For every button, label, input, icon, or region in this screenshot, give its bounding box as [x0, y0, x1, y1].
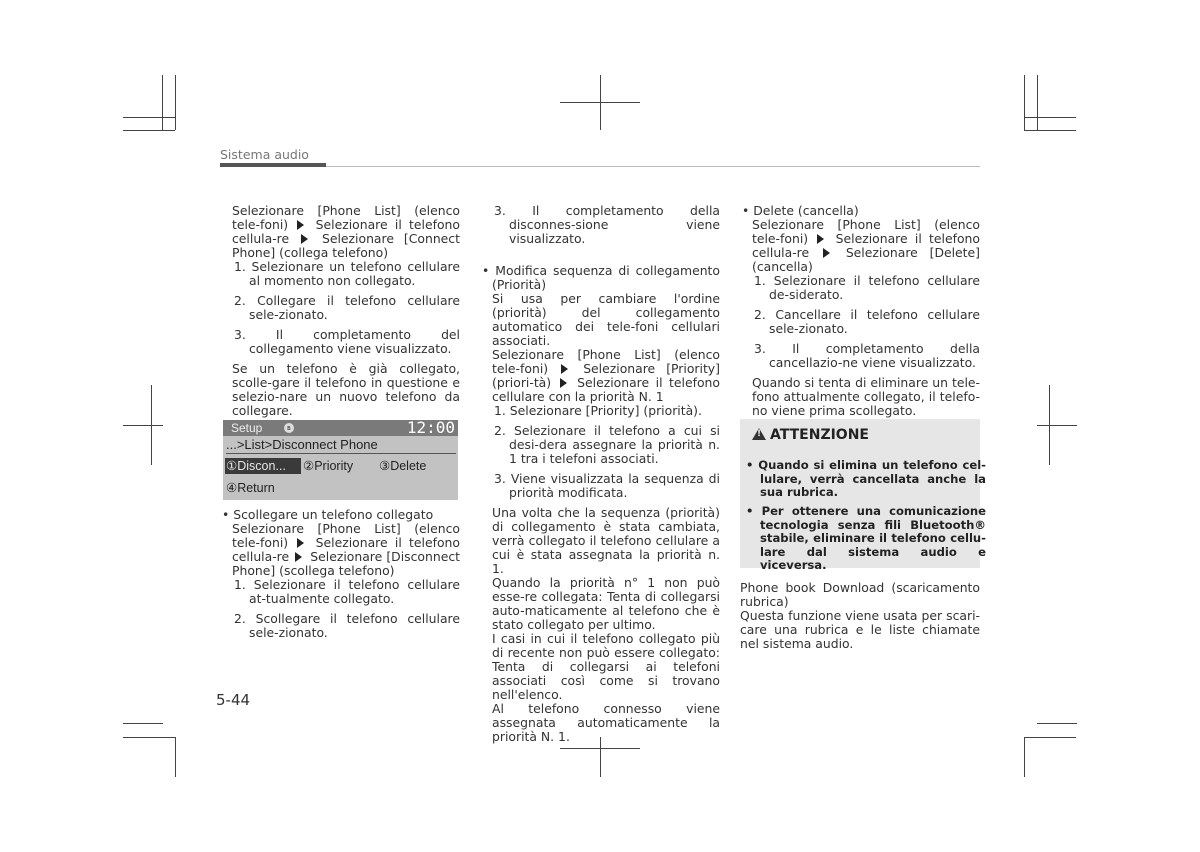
body-paragraph: Quando la priorità n° 1 non può esse-re collegata: Tenta di collegarsi auto-maticamente al telefono che è stato collegato per ultimo.: [492, 575, 720, 632]
delete-heading: • Delete (cancella): [742, 203, 859, 218]
priority-heading: • Modifica sequenza di collegamento (Priorità): [482, 263, 720, 292]
phonebook-heading: Phone book Download (scaricamento rubrica): [740, 580, 980, 609]
instruction-text: Selezionare [Phone List] (elenco tele-foni): [492, 347, 720, 376]
screen-breadcrumb: ...>List>Disconnect Phone: [226, 437, 378, 452]
bluetooth-icon: ʙ: [284, 423, 294, 433]
warning-title-text: ATTENZIONE: [770, 427, 869, 443]
disconnect-option[interactable]: ①Discon...: [225, 458, 301, 474]
priority-option[interactable]: ②Priority: [303, 459, 354, 473]
warning-item: • Per ottenere una comunicazione tecnologia senza fili Bluetooth® stabile, eliminare il telefono cellu-lare dal sistema audio e viceversa.: [746, 504, 986, 573]
arrow-right-icon: [297, 220, 304, 230]
screen-title: Setup: [231, 421, 263, 435]
column-right: [742, 204, 980, 418]
arrow-right-icon: [297, 538, 304, 548]
instruction-text: Selezionare il telefono cellulare con la priorità N. 1: [492, 375, 720, 404]
step-item: 2. Scollegare il telefono cellulare sele-zionato.: [234, 611, 460, 640]
instruction-text: Selezionare [Disconnect Phone] (scollega telefono): [232, 549, 460, 578]
instruction-text: Selezionare [Connect Phone] (collega telefono): [232, 231, 460, 260]
disconnect-heading: • Scollegare un telefono collegato: [222, 507, 434, 522]
arrow-right-icon: [301, 234, 308, 244]
screen-clock: 12:00: [406, 418, 455, 437]
arrow-right-icon: [560, 378, 567, 388]
return-option[interactable]: ④Return: [226, 481, 275, 495]
body-paragraph: Una volta che la sequenza (priorità) di collegamento è stata cambiata, verrà collegato il telefono cellulare a cui è stata assegnata la priorità n. 1.: [492, 505, 720, 576]
page-number: 5-44: [216, 691, 251, 709]
step-item: 3. Il completamento della disconnes-sione viene visualizzato.: [494, 203, 720, 246]
column-left-bottom: [222, 508, 460, 640]
instruction-text: Selezionare [Priority] (priori-tà): [492, 361, 720, 390]
instruction-text: Selezionare il telefono cellula-re: [232, 535, 460, 564]
header-rule: [326, 166, 980, 167]
arrow-right-icon: [295, 552, 302, 562]
step-item: 1. Selezionare un telefono cellulare al momento non collegato.: [234, 259, 460, 288]
warning-item: • Quando si elimina un telefono cel-lulare, verrà cancellata anche la sua rubrica.: [746, 458, 986, 500]
body-paragraph: I casi in cui il telefono collegato più di recente non può essere collegato: Tenta di collegarsi ai telefoni associati così come si trovano nell'elenco.: [492, 631, 720, 702]
arrow-right-icon: [561, 364, 568, 374]
instruction-text: Selezionare il telefono cellula-re: [752, 231, 980, 260]
step-item: 2. Collegare il telefono cellulare sele-zionato.: [234, 293, 460, 322]
connect-instructions: [232, 204, 460, 260]
step-item: 1. Selezionare [Priority] (priorità).: [494, 403, 702, 418]
step-item: 1. Selezionare il telefono cellulare at-tualmente collegato.: [234, 577, 460, 606]
header-bar: [220, 163, 326, 167]
disconnect-instructions: [222, 522, 460, 578]
instruction-text: Selezionare [Phone List] (elenco tele-foni): [232, 521, 460, 550]
instruction-text: Selezionare [Phone List] (elenco tele-foni): [752, 217, 980, 246]
instruction-text: Selezionare [Delete] (cancella): [752, 245, 980, 274]
delete-instructions: [742, 218, 980, 274]
warning-title: [752, 427, 869, 443]
section-header: Sistema audio: [220, 147, 309, 162]
delete-option[interactable]: ③Delete: [379, 459, 427, 473]
priority-instructions: [482, 348, 720, 404]
warning-box: [740, 419, 986, 573]
warning-triangle-icon: [752, 428, 766, 440]
instruction-text: Selezionare il telefono cellula-re: [232, 217, 460, 246]
step-item: 1. Selezionare il telefono cellulare de-siderato.: [754, 273, 980, 302]
instruction-text: Selezionare [Phone List] (elenco tele-foni): [232, 203, 460, 232]
arrow-right-icon: [817, 234, 824, 244]
arrow-right-icon: [823, 248, 830, 258]
note-text: Se un telefono è già collegato, scolle-gare il telefono in questione e selezio-nare un nuovo telefono da collegare.: [232, 361, 460, 418]
phonebook-section: [740, 581, 980, 651]
column-left: [232, 204, 460, 418]
step-item: 3. Il completamento del collegamento viene visualizzato.: [234, 327, 460, 356]
step-item: 2. Cancellare il telefono cellulare sele-zionato.: [754, 307, 980, 336]
body-paragraph: Al telefono connesso viene assegnata automaticamente la priorità N. 1.: [492, 701, 720, 744]
column-middle: [482, 204, 720, 744]
phonebook-description: Questa funzione viene usata per scari-care una rubrica e le liste chiamate nel sistema audio.: [740, 608, 980, 651]
audio-display-screen: [223, 420, 458, 500]
screen-divider: [226, 453, 456, 454]
step-item: 3. Viene visualizzata la sequenza di priorità modificata.: [494, 471, 720, 500]
step-item: 2. Selezionare il telefono a cui si desi-dera assegnare la priorità n. 1 tra i telefoni associati.: [494, 423, 720, 466]
delete-note: Quando si tenta di eliminare un tele-fono attualmente collegato, il telefo-no viene prima scollegato.: [752, 375, 980, 418]
step-item: 3. Il completamento della cancellazio-ne viene visualizzato.: [754, 341, 980, 370]
priority-description: Si usa per cambiare l'ordine (priorità) del collegamento automatico dei tele-foni cellulari associati.: [492, 291, 720, 348]
